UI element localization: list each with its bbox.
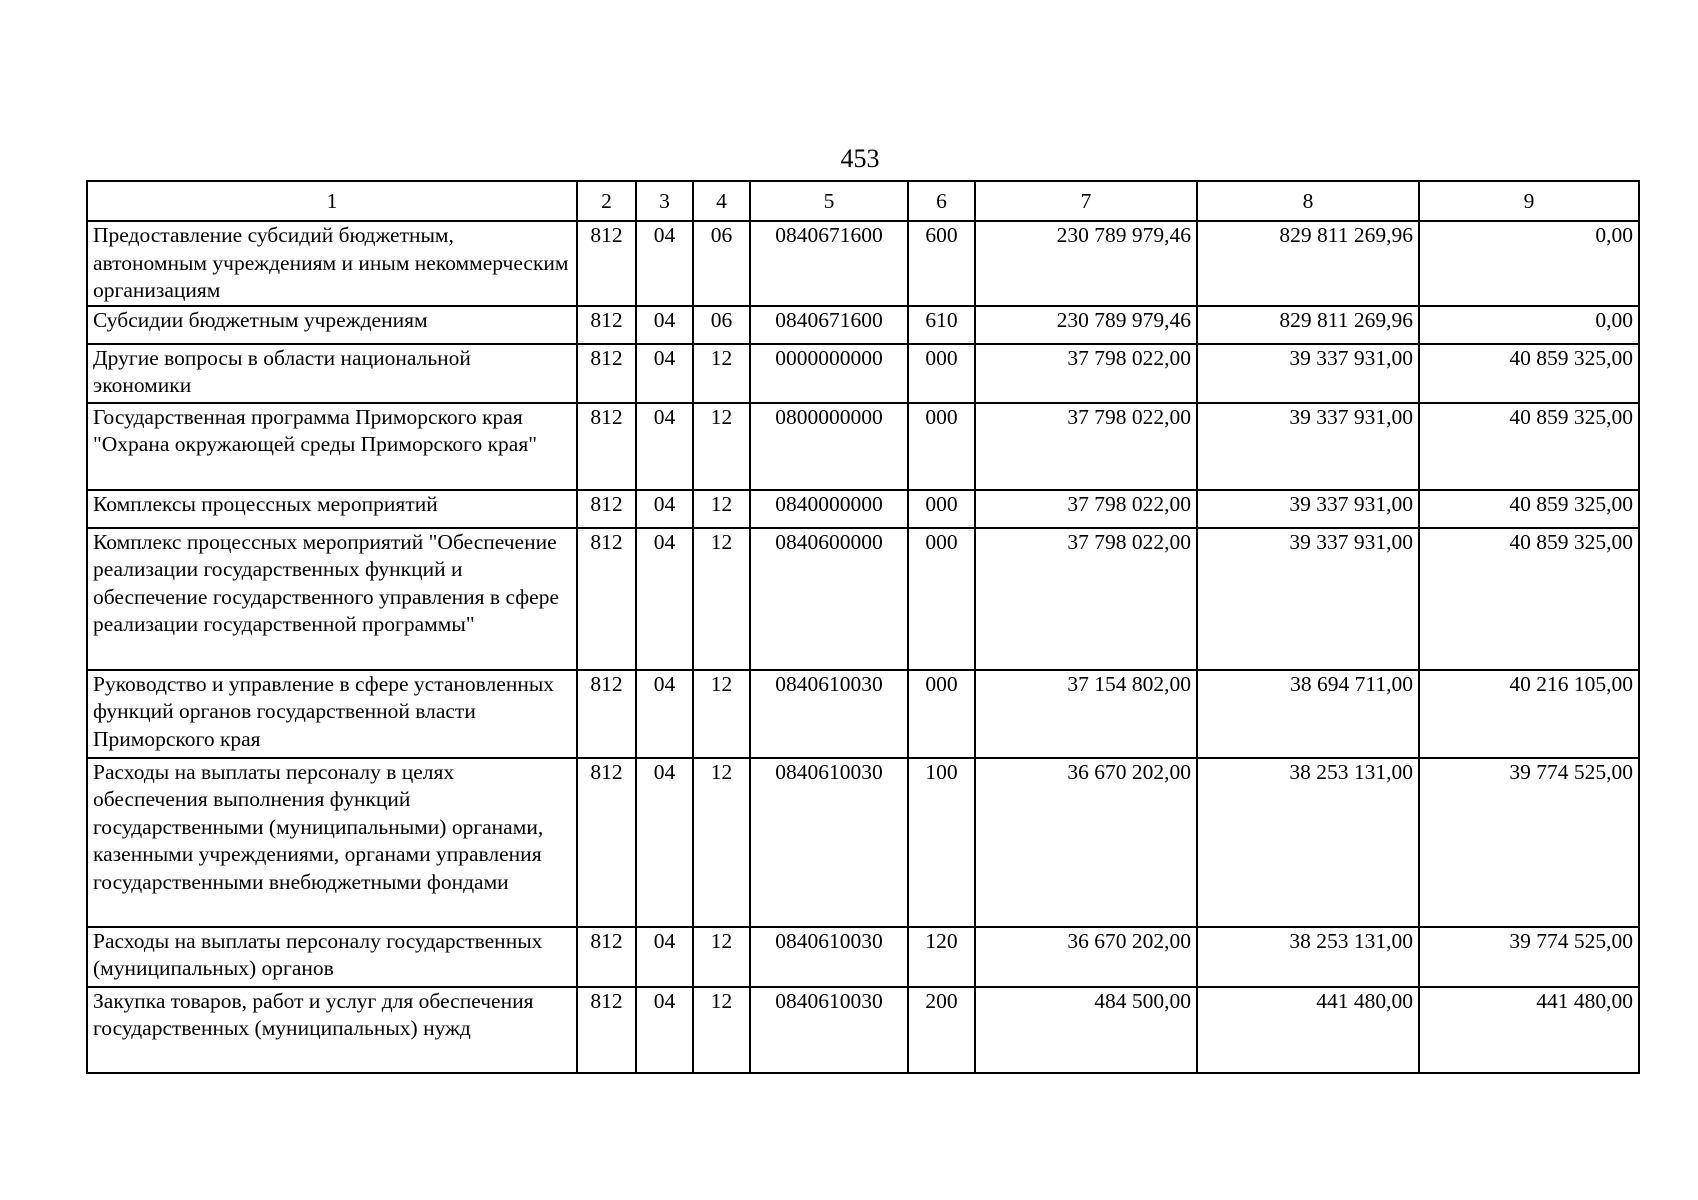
section-code: 04 [636,758,693,927]
expense-name: Другие вопросы в области национальной экономики [87,344,577,403]
ministry-code: 812 [577,490,636,528]
column-header: 8 [1197,181,1419,221]
column-header: 3 [636,181,693,221]
target-article-code: 0840000000 [750,490,908,528]
ministry-code: 812 [577,344,636,403]
column-header: 7 [975,181,1197,221]
amount-col8: 38 253 131,00 [1197,927,1419,987]
amount-col7: 230 789 979,46 [975,221,1197,306]
subsection-code: 06 [693,306,750,344]
amount-col8: 39 337 931,00 [1197,528,1419,670]
expense-name: Предоставление субсидий бюджетным, автономным учреждениям и иным некоммерческим организациям [87,221,577,306]
target-article-code: 0840600000 [750,528,908,670]
expense-name: Руководство и управление в сфере установленных функций органов государственной власти Приморского края [87,670,577,758]
expense-name: Государственная программа Приморского края "Охрана окружающей среды Приморского края" [87,403,577,490]
section-code: 04 [636,490,693,528]
table-row [87,344,1639,403]
amount-col9: 40 216 105,00 [1419,670,1639,758]
expense-type-code: 600 [908,221,975,306]
table-row [87,670,1639,758]
amount-col9: 39 774 525,00 [1419,927,1639,987]
ministry-code: 812 [577,758,636,927]
amount-col9: 0,00 [1419,306,1639,344]
subsection-code: 12 [693,528,750,670]
table-row [87,987,1639,1073]
subsection-code: 12 [693,490,750,528]
expense-type-code: 000 [908,528,975,670]
section-code: 04 [636,221,693,306]
page-number: 453 [840,144,880,173]
target-article-code: 0840610030 [750,758,908,927]
table-row [87,758,1639,927]
amount-col7: 36 670 202,00 [975,927,1197,987]
table-row [87,306,1639,344]
section-code: 04 [636,987,693,1073]
amount-col9: 40 859 325,00 [1419,344,1639,403]
column-header: 9 [1419,181,1639,221]
subsection-code: 12 [693,927,750,987]
amount-col7: 484 500,00 [975,987,1197,1073]
amount-col9: 40 859 325,00 [1419,528,1639,670]
column-header: 6 [908,181,975,221]
amount-col7: 230 789 979,46 [975,306,1197,344]
amount-col7: 36 670 202,00 [975,758,1197,927]
amount-col9: 40 859 325,00 [1419,490,1639,528]
amount-col8: 39 337 931,00 [1197,344,1419,403]
section-code: 04 [636,927,693,987]
amount-col8: 829 811 269,96 [1197,221,1419,306]
expense-type-code: 200 [908,987,975,1073]
expense-type-code: 000 [908,403,975,490]
subsection-code: 12 [693,670,750,758]
amount-col8: 38 694 711,00 [1197,670,1419,758]
ministry-code: 812 [577,221,636,306]
expense-type-code: 100 [908,758,975,927]
ministry-code: 812 [577,927,636,987]
expense-name: Субсидии бюджетным учреждениям [87,306,577,344]
target-article-code: 0840610030 [750,927,908,987]
section-code: 04 [636,670,693,758]
table-row [87,221,1639,306]
amount-col7: 37 798 022,00 [975,344,1197,403]
amount-col9: 0,00 [1419,221,1639,306]
amount-col8: 441 480,00 [1197,987,1419,1073]
section-code: 04 [636,403,693,490]
column-header: 2 [577,181,636,221]
ministry-code: 812 [577,306,636,344]
ministry-code: 812 [577,987,636,1073]
subsection-code: 12 [693,403,750,490]
budget-table [86,180,1640,1074]
section-code: 04 [636,528,693,670]
expense-type-code: 000 [908,670,975,758]
amount-col9: 40 859 325,00 [1419,403,1639,490]
table-row [87,490,1639,528]
amount-col9: 39 774 525,00 [1419,758,1639,927]
amount-col7: 37 798 022,00 [975,490,1197,528]
amount-col7: 37 798 022,00 [975,528,1197,670]
expense-type-code: 120 [908,927,975,987]
header-row [87,181,1639,221]
column-header: 4 [693,181,750,221]
subsection-code: 12 [693,758,750,927]
expense-name: Расходы на выплаты персоналу государственных (муниципальных) органов [87,927,577,987]
expense-name: Комплексы процессных мероприятий [87,490,577,528]
expense-name: Закупка товаров, работ и услуг для обеспечения государственных (муниципальных) нужд [87,987,577,1073]
amount-col8: 38 253 131,00 [1197,758,1419,927]
expense-type-code: 610 [908,306,975,344]
table-row [87,403,1639,490]
target-article-code: 0840671600 [750,221,908,306]
target-article-code: 0840610030 [750,670,908,758]
expense-name: Расходы на выплаты персоналу в целях обеспечения выполнения функций государственными (муниципальными) органами, казенными учреждениями, органами управления государственными внебюджетными фондами [87,758,577,927]
amount-col7: 37 798 022,00 [975,403,1197,490]
ministry-code: 812 [577,670,636,758]
table-row [87,528,1639,670]
subsection-code: 12 [693,344,750,403]
amount-col8: 39 337 931,00 [1197,403,1419,490]
target-article-code: 0840610030 [750,987,908,1073]
target-article-code: 0800000000 [750,403,908,490]
section-code: 04 [636,306,693,344]
ministry-code: 812 [577,528,636,670]
target-article-code: 0840671600 [750,306,908,344]
expense-type-code: 000 [908,490,975,528]
subsection-code: 12 [693,987,750,1073]
expense-name: Комплекс процессных мероприятий "Обеспечение реализации государственных функций и обеспечение государственного управления в сфере реализации государственной программы" [87,528,577,670]
amount-col7: 37 154 802,00 [975,670,1197,758]
target-article-code: 0000000000 [750,344,908,403]
amount-col8: 39 337 931,00 [1197,490,1419,528]
expense-type-code: 000 [908,344,975,403]
table-row [87,927,1639,987]
column-header: 5 [750,181,908,221]
subsection-code: 06 [693,221,750,306]
amount-col9: 441 480,00 [1419,987,1639,1073]
column-header: 1 [87,181,577,221]
section-code: 04 [636,344,693,403]
ministry-code: 812 [577,403,636,490]
amount-col8: 829 811 269,96 [1197,306,1419,344]
